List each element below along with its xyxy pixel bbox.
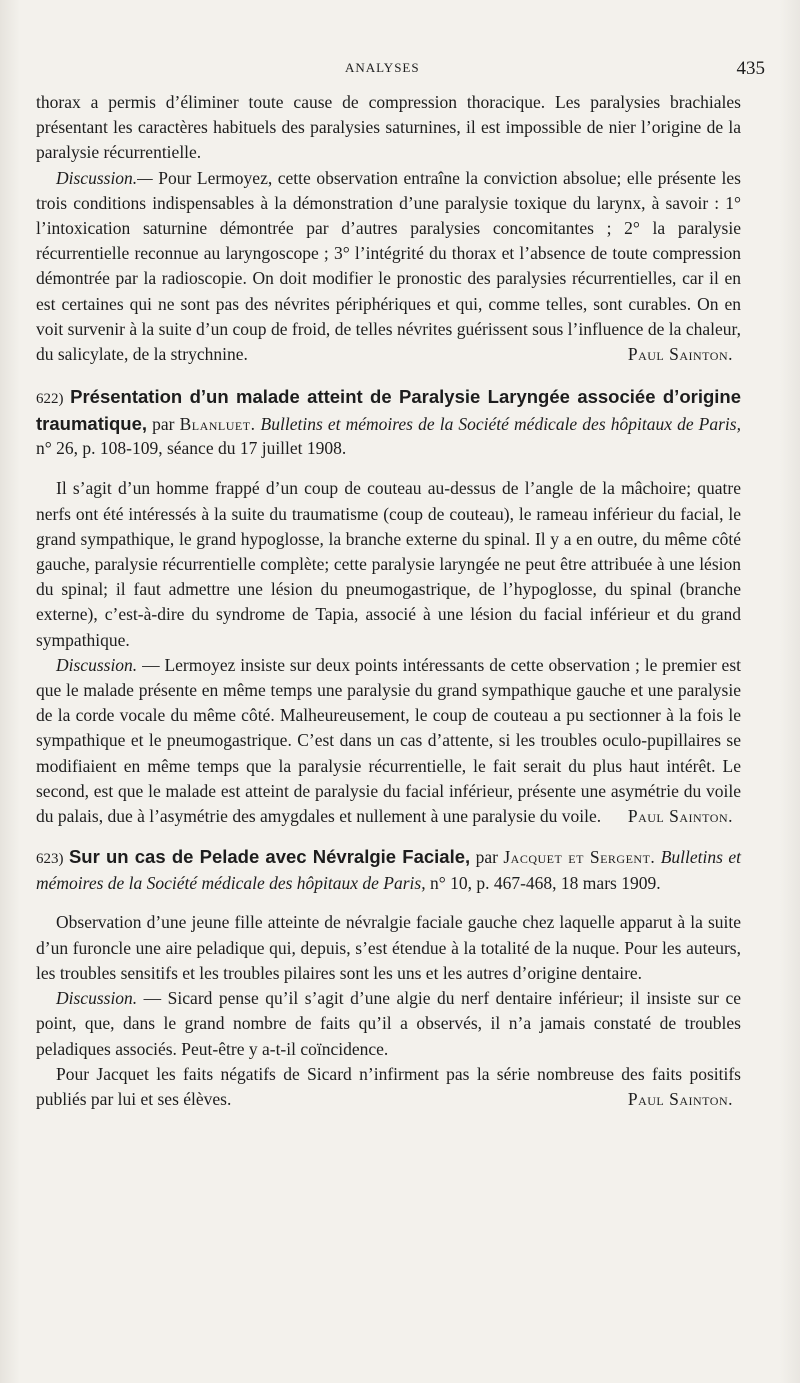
signature-3: Paul Sainton. [627, 1089, 733, 1110]
discussion-text-1: Pour Lermoyez, cette observation entraîne la conviction absolue; elle présente les trois conditions indispensables à la démonstration d’une paralysie toxique du larynx, à savoir : 1° l’intoxication saturnine démontrée par d’autres paralysies concomitantes ; 2° la paralysie récurrentielle reconnue au laryngoscope ; 3° l’intégrité du thorax et l’absence de toute compression démontrée par la radioscopie. On doit modifier le pronostic des paralysies récurrentielles, car il en est certaines qui ne sont pas des névrites périphériques et qui, comme telles, sont curables. On en voit survenir à la suite d’un coup de froid, de telles névrites guérissent sous l’influence de la chaleur, du salicylate, de la strychnine. [36, 167, 741, 365]
entry-622-heading [36, 384, 741, 460]
spacer [36, 367, 741, 384]
signature-1: Paul Sainton. [627, 344, 733, 365]
entry-622-number: 622) [36, 391, 64, 408]
entry-622-author: Blanluet. [179, 414, 256, 435]
spacer [36, 460, 741, 476]
entry-623-source: Bulletins et mémoires de la Société médicale des hôpitaux de Paris, [36, 847, 741, 894]
article-text [36, 90, 741, 1112]
entry-623-discussion-text: — Sicard pense qu’il s’agit d’une algie du nerf dentaire inférieur; il insiste sur ce point, que, dans le grand nombre de faits qu’il a observés, il n’a jamais constaté de troubles peladiques associés. Peut-être y a-t-il coïncidence. [36, 988, 741, 1059]
discussion-paragraph-1 [36, 166, 741, 368]
entry-623-by: par [470, 847, 504, 868]
running-head [60, 58, 765, 80]
entry-622-source: Bulletins et mémoires de la Société médicale des hôpitaux de Paris, [255, 414, 741, 435]
entry-622-discussion-label: Discussion. [56, 654, 138, 675]
entry-622-discussion [36, 653, 741, 829]
entry-622-details: n° 26, p. 108-109, séance du 17 juillet 1908. [36, 438, 347, 459]
entry-622-title: Présentation d’un malade atteint de Paralysie Laryngée associée d’origine traumatique, [36, 386, 741, 435]
entry-623-details: n° 10, p. 467-468, 18 mars 1909. [425, 873, 661, 894]
opening-paragraph: thorax a permis d’éliminer toute cause de compression thoracique. Les paralysies brachiales présentant les caractères habituels des paralysies saturnines, il est impossible de nier l’origine de la paralysie récurrentielle. [36, 92, 741, 163]
entry-623-paragraph-1: Observation d’une jeune fille atteinte de névralgie faciale gauche chez laquelle apparut à la suite d’un furoncle une aire peladique qui, depuis, s’est étendue à la totalité de la nuque. Pour les auteurs, les troubles sensitifs et les troubles pilaires sont les uns et les autres d’origine dentaire. [36, 912, 741, 983]
entry-623-number: 623) [36, 851, 64, 868]
signature-2: Paul Sainton. [627, 806, 733, 827]
spacer [36, 829, 741, 844]
entry-622-discussion-text: — Lermoyez insiste sur deux points intéressants de cette observation ; le premier est que le malade présente en même temps une paralysie du grand sympathique gauche et une paralysie de la corde vocale du même côté. Malheureusement, le coup de couteau a pu sectionner à la fois le sympathique et le pneumogastrique. C’est dans un cas d’attente, si les troubles oculo-pupillaires se modifiaient en même temps que la paralysie récurrentielle, le fait serait du plus haut intérêt. Le second, est que le malade est atteint de paralysie du facial inférieur, présente une asymétrie du voile du palais, due à l’asymétrie des amygdales et nullement à une paralysie du voile. [36, 654, 741, 827]
page-number: 435 [736, 58, 765, 79]
entry-623-author: Jacquet et Sergent. [503, 847, 656, 868]
spacer [36, 895, 741, 910]
entry-623-heading [36, 844, 741, 895]
entry-623-title: Sur un cas de Pelade avec Névralgie Faciale, [68, 846, 471, 868]
entry-623-final-paragraph: Pour Jacquet les faits négatifs de Sicard n’infirment pas la série nombreuse des faits positifs publiés par lui et ses élèves. [36, 1063, 741, 1109]
running-title: ANALYSES [345, 60, 420, 75]
entry-622-by: par [147, 414, 180, 435]
entry-623-discussion [36, 986, 741, 1062]
entry-623-discussion-label: Discussion. [56, 988, 138, 1009]
entry-622-paragraph-1: Il s’agit d’un homme frappé d’un coup de couteau au-dessus de l’angle de la mâchoire; quatre nerfs ont été intéressés à la suite du traumatisme (coup de couteau), le rameau inférieur du facial, le grand sympathique, le grand hypoglosse, la branche externe du spinal. Il y a en outre, du même côté gauche, paralysie récurrentielle complète; cette paralysie laryngée ne peut être attribuée à une lésion du spinal; il faut admettre une lésion du pneumogastrique, de l’hypoglosse, du spinal (branche externe), c’est-à-dire du syndrome de Tapia, associé à une lésion du facial inférieur et du grand sympathique. [36, 478, 741, 650]
discussion-label-1: Discussion.— [56, 167, 153, 188]
